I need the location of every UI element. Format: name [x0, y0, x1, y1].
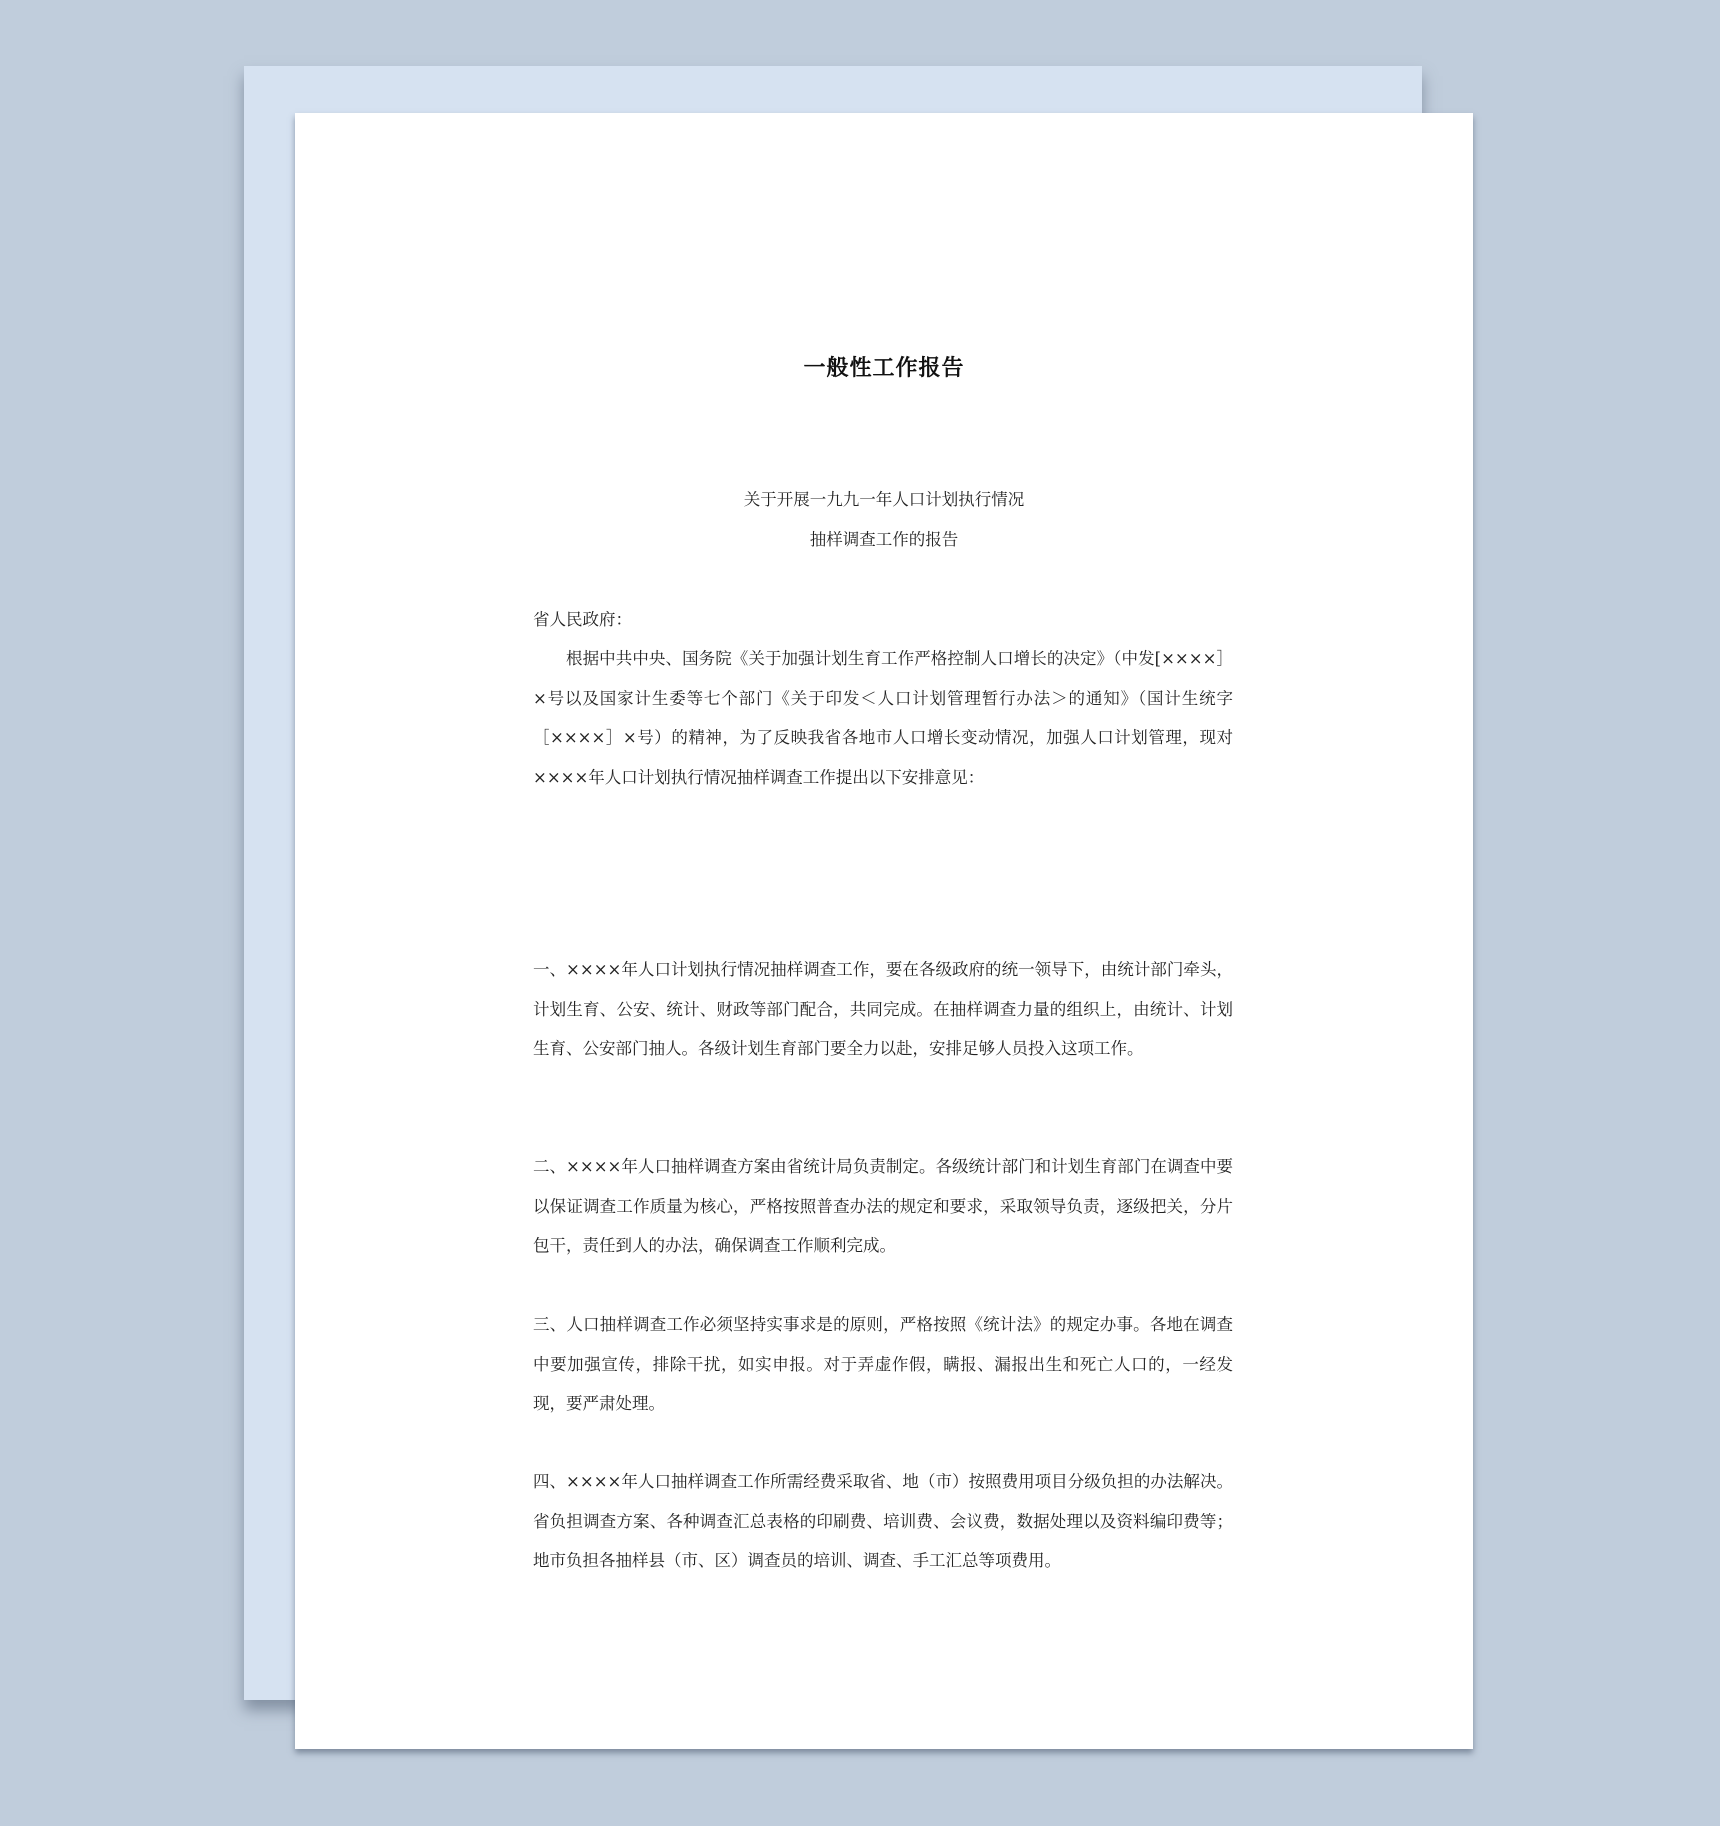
salutation: 省人民政府：: [533, 610, 632, 629]
report-subtitle-line-2: 抽样调查工作的报告: [809, 530, 959, 549]
item-paragraph-3: 三、人口抽样调查工作必须坚持实事求是的原则，严格按照《统计法》的规定办事。各地在调查中要加强宣传，排除干扰，如实申报。对于弄虚作假，瞒报、漏报出生和死亡人口的，一经发现，要严肃处理。: [533, 1315, 1233, 1413]
document-page: [295, 113, 1473, 1749]
item-paragraph-4: 四、××××年人口抽样调查工作所需经费采取省、地（市）按照费用项目分级负担的办法解决。省负担调查方案、各种调查汇总表格的印刷费、培训费、会议费，数据处理以及资料编印费等；地市负担各抽样县（市、区）调查员的培训、调查、手工汇总等项费用。: [533, 1472, 1233, 1570]
document-title: 一般性工作报告: [803, 355, 965, 381]
intro-paragraph: 根据中共中央、国务院《关于加强计划生育工作严格控制人口增长的决定》（中发[××××］×号以及国家计生委等七个部门《关于印发＜人口计划管理暂行办法＞的通知》（国计生统字［××××］×号）的精神，为了反映我省各地市人口增长变动情况，加强人口计划管理，现对××××年人口计划执行情况抽样调查工作提出以下安排意见：: [533, 649, 1233, 787]
item-paragraph-1: 一、××××年人口计划执行情况抽样调查工作，要在各级政府的统一领导下，由统计部门牵头，计划生育、公安、统计、财政等部门配合，共同完成。在抽样调查力量的组织上，由统计、计划生育、公安部门抽人。各级计划生育部门要全力以赴，安排足够人员投入这项工作。: [533, 960, 1233, 1058]
item-paragraph-2: 二、××××年人口抽样调查方案由省统计局负责制定。各级统计部门和计划生育部门在调查中要以保证调查工作质量为核心，严格按照普查办法的规定和要求，采取领导负责，逐级把关，分片包干，责任到人的办法，确保调查工作顺利完成。: [533, 1157, 1233, 1255]
report-subtitle-line-1: 关于开展一九九一年人口计划执行情况: [743, 490, 1025, 509]
